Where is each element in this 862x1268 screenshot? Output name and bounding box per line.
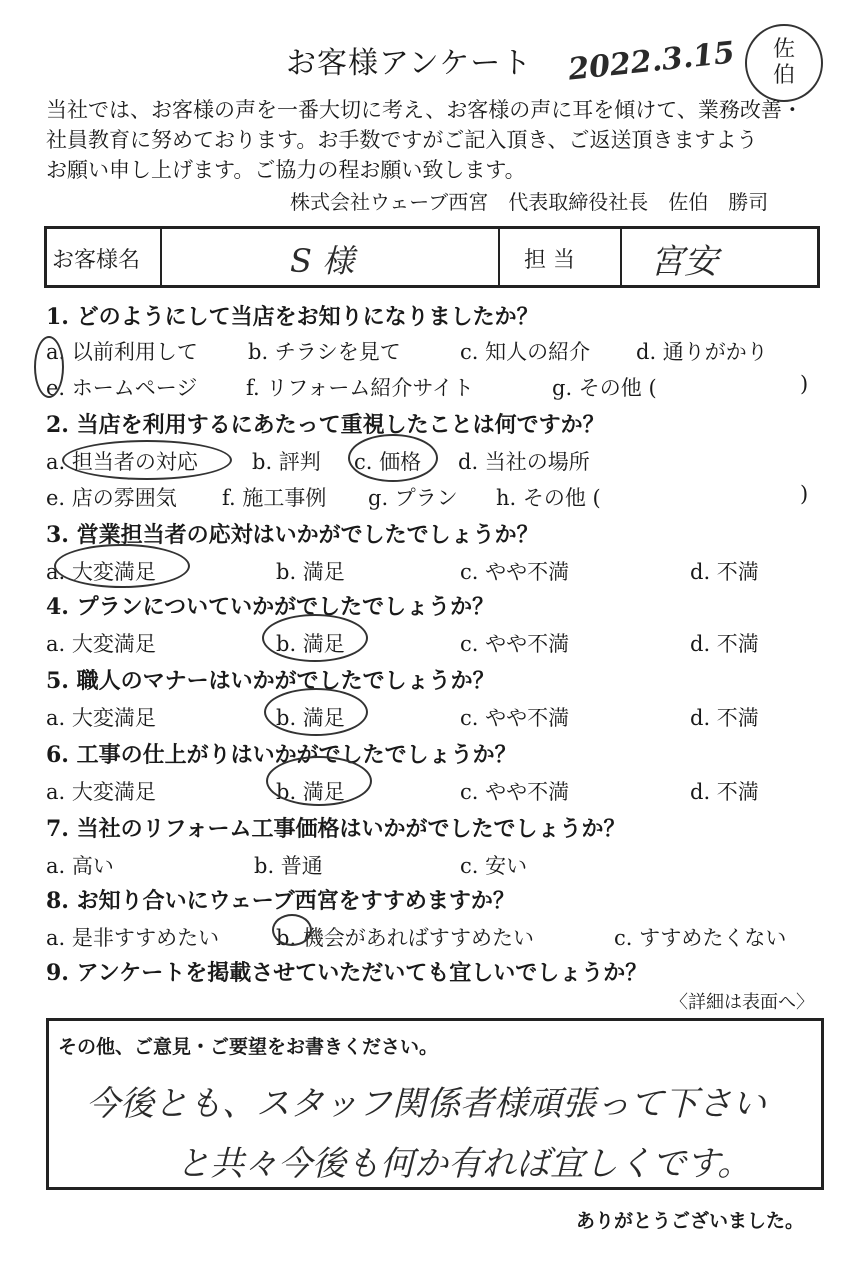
q7-option-c: c. 安い — [460, 854, 528, 878]
q8-answer-circle — [272, 914, 312, 946]
q5-option-b: b. 満足 — [276, 706, 345, 730]
q2-option-b: b. 評判 — [252, 450, 321, 474]
q6-option-a: a. 大変満足 — [46, 780, 156, 804]
q8-option-b: b. 機会があればすすめたい — [276, 926, 535, 950]
q1-option-d: d. 通りがかり — [636, 340, 768, 364]
question-9: 9. アンケートを掲載させていただいても宜しいでしょうか？ — [46, 960, 648, 986]
q1-option-b: b. チラシを見て — [248, 340, 401, 364]
comment-line-2: と共々今後も何か有れば宜しくです。 — [176, 1144, 752, 1184]
q1-answer-circle — [34, 336, 64, 398]
q4-option-d: d. 不満 — [690, 632, 759, 656]
survey-title: お客様アンケート — [286, 46, 533, 81]
q2-close-paren: ) — [800, 482, 809, 506]
handwritten-date: 2022.3.15 — [566, 35, 737, 88]
staff-value: 宮安 — [650, 242, 718, 282]
q3-option-b: b. 満足 — [276, 560, 345, 584]
q7-option-a: a. 高い — [46, 854, 114, 878]
q2-option-e: e. 店の雰囲気 — [46, 486, 177, 510]
q1-close-paren: ) — [800, 372, 809, 396]
q6-option-b: b. 満足 — [276, 780, 345, 804]
q2-option-g: g. プラン — [368, 486, 458, 510]
q3-option-d: d. 不満 — [690, 560, 759, 584]
question-5: 5. 職人のマナーはいかがでしたでしょうか？ — [46, 668, 495, 694]
q2-option-h: h. その他 ( — [496, 486, 601, 510]
company-signature: 株式会社ウェーブ西宮 代表取締役社長 佐伯 勝司 — [290, 190, 769, 214]
question-2: 2. 当店を利用するにあたって重視したことは何ですか？ — [46, 412, 605, 438]
q5-option-a: a. 大変満足 — [46, 706, 156, 730]
q3-option-c: c. やや不満 — [460, 560, 570, 584]
thanks-text: ありがとうございました。 — [576, 1210, 805, 1232]
q5-option-d: d. 不満 — [690, 706, 759, 730]
q5-answer-circle — [264, 688, 368, 736]
q2-answer-circle-a — [62, 440, 232, 480]
q6-option-c: c. やや不満 — [460, 780, 570, 804]
q2-option-f: f. 施工事例 — [222, 486, 327, 510]
stamp-char-2: 伯 — [772, 63, 795, 88]
staff-label: 担 当 — [524, 248, 575, 273]
q1-option-g: g. その他 ( — [552, 376, 657, 400]
q8-option-c: c. すすめたくない — [614, 926, 787, 950]
question-6: 6. 工事の仕上がりはいかがでしたでしょうか？ — [46, 742, 517, 768]
question-8: 8. お知り合いにウェーブ西宮をすすめますか？ — [46, 888, 515, 914]
comment-label: その他、ご意見・ご要望をお書きください。 — [58, 1036, 439, 1058]
q3-answer-circle — [54, 544, 190, 588]
intro-line-1: 当社では、お客様の声を一番大切に考え、お客様の声に耳を傾けて、業務改善・ — [46, 98, 803, 122]
q8-option-a: a. 是非すすめたい — [46, 926, 220, 950]
q5-option-c: c. やや不満 — [460, 706, 570, 730]
q2-option-c: c. 価格 — [354, 450, 422, 474]
q6-answer-circle — [266, 756, 372, 806]
intro-line-2: 社員教育に努めております。お手数ですがご記入頂き、ご返送頂きますよう — [46, 128, 758, 152]
q2-option-d: d. 当社の場所 — [458, 450, 590, 474]
question-1: 1. どのようにして当店をお知りになりましたか？ — [46, 304, 539, 330]
q1-option-f: f. リフォーム紹介サイト — [246, 376, 474, 400]
question-7: 7. 当社のリフォーム工事価格はいかがでしたでしょうか？ — [46, 816, 626, 842]
question-3: 3. 営業担当者の応対はいかがでしたでしょうか？ — [46, 522, 539, 548]
q1-option-a: a. 以前利用して — [46, 340, 198, 364]
question-4: 4. プランについていかがでしたでしょうか？ — [46, 594, 495, 620]
q1-option-e: e. ホームページ — [46, 376, 198, 400]
q4-option-c: c. やや不満 — [460, 632, 570, 656]
q7-option-b: b. 普通 — [254, 854, 323, 878]
comment-line-1: 今後とも、スタッフ関係者様頑張って下さい — [86, 1084, 766, 1124]
q4-option-a: a. 大変満足 — [46, 632, 156, 656]
customer-name-value: S 様 — [290, 242, 355, 280]
q2-option-a: a. 担当者の対応 — [46, 450, 198, 474]
seal-stamp — [745, 24, 823, 102]
q2-answer-circle-c — [348, 434, 438, 482]
stamp-char-1: 佐 — [772, 37, 795, 62]
customer-name-label: お客様名 — [52, 248, 141, 273]
q1-option-c: c. 知人の紹介 — [460, 340, 591, 364]
q6-option-d: d. 不満 — [690, 780, 759, 804]
q4-answer-circle — [262, 614, 368, 662]
q3-option-a: a. 大変満足 — [46, 560, 156, 584]
q9-note: 〈詳細は表面へ〉 — [670, 992, 814, 1013]
q4-option-b: b. 満足 — [276, 632, 345, 656]
intro-line-3: お願い申し上げます。ご協力の程お願い致します。 — [46, 158, 526, 182]
